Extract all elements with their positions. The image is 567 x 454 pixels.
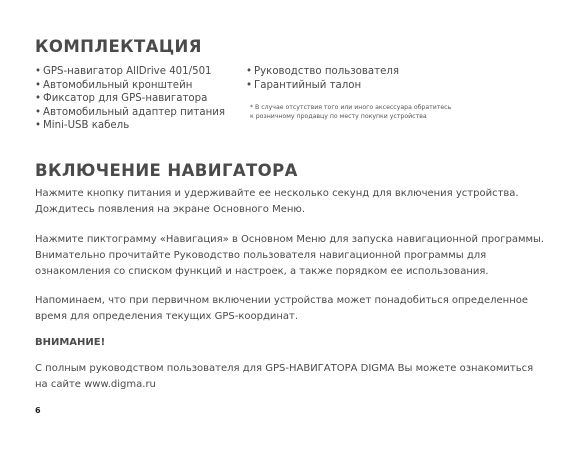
contents-list-left bbox=[35, 65, 225, 133]
list-item: • Автомобильный адаптер питания bbox=[35, 106, 225, 120]
warning-heading: ВНИМАНИЕ! bbox=[35, 337, 106, 348]
footnote-line: * В случае отсутствия того или иного аксессуара обратитесь bbox=[250, 104, 452, 111]
list-item: • Mini-USB кабель bbox=[35, 119, 225, 133]
paragraph-line: ознакомления со списком функций и настроек, а также порядком ее использования. bbox=[35, 265, 489, 277]
section-title-contents: КОМПЛЕКТАЦИЯ bbox=[35, 37, 202, 56]
list-item: • Автомобильный кронштейн bbox=[35, 79, 225, 93]
paragraph-navigation bbox=[35, 232, 545, 279]
paragraph-line: Нажмите пиктограмму «Навигация» в Основном Меню для запуска навигационной программы. bbox=[35, 234, 545, 245]
list-item: • Гарантийный талон bbox=[246, 79, 399, 93]
paragraph-line: Дождитесь появления на экране Основного Меню. bbox=[35, 203, 305, 215]
footnote bbox=[250, 104, 451, 121]
paragraph-line: на сайте www.digma.ru bbox=[35, 378, 156, 390]
list-item: • GPS-навигатор AllDrive 401/501 bbox=[35, 65, 225, 79]
paragraph-line: время для определения текущих GPS-координат. bbox=[35, 310, 299, 322]
paragraph-power-button bbox=[35, 186, 535, 218]
paragraph-line: С полным руководством пользователя для GPS-НАВИГАТОРА DIGMA Вы можете ознакомиться bbox=[35, 363, 534, 374]
section-title-power-on: ВКЛЮЧЕНИЕ НАВИГАТОРА bbox=[35, 161, 298, 180]
list-item: • Руководство пользователя bbox=[246, 65, 399, 79]
list-item: • Фиксатор для GPS-навигатора bbox=[35, 92, 225, 106]
paragraph-line: Напоминаем, что при первичном включении устройства может понадобиться определенное bbox=[35, 295, 528, 306]
paragraph-gps-reminder bbox=[35, 293, 535, 325]
paragraph-full-manual bbox=[35, 361, 535, 393]
footnote-line: к розничному продавцу по месту покупки устройства bbox=[250, 112, 427, 120]
paragraph-line: Нажмите кнопку питания и удерживайте ее несколько секунд для включения устройства. bbox=[35, 188, 519, 199]
contents-list-right bbox=[246, 65, 399, 92]
page-number: 6 bbox=[35, 406, 41, 415]
paragraph-line: Внимательно прочитайте Руководство пользователя навигационной программы для bbox=[35, 249, 487, 261]
